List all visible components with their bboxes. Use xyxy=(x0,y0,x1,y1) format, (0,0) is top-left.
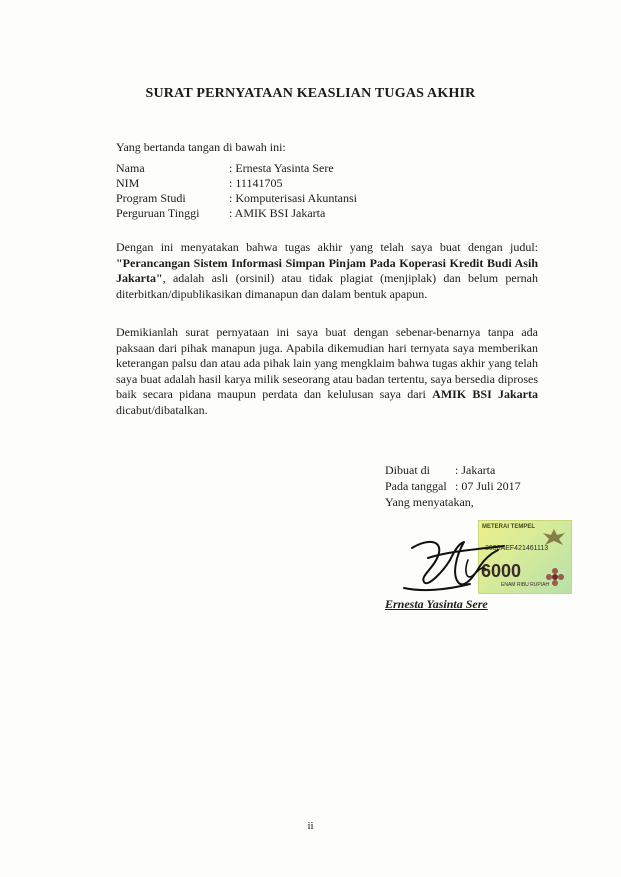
institution-name: AMIK BSI Jakarta xyxy=(432,387,538,401)
identity-row-name xyxy=(116,161,357,176)
place-row xyxy=(385,462,521,478)
stamp-subtext: ENAM RIBU RUPIAH xyxy=(501,582,550,588)
signer-name: Ernesta Yasinta Sere xyxy=(385,597,488,611)
closing-text-end: dicabut/dibatalkan. xyxy=(116,402,208,417)
date-row xyxy=(385,478,521,494)
declarant-label: Yang menyatakan, xyxy=(385,495,474,509)
closing-paragraph xyxy=(116,325,538,418)
statement-lead: Dengan ini menyatakan bahwa tugas akhir yang telah saya buat dengan judul: xyxy=(116,240,538,254)
date-value: : 07 Juli 2017 xyxy=(455,479,521,493)
identity-value: : Ernesta Yasinta Sere xyxy=(229,161,334,175)
statement-paragraph xyxy=(116,240,538,302)
place-label: Dibuat di xyxy=(385,463,430,477)
thesis-title: "Perancangan Sistem Informasi Simpan Pinjam Pada Koperasi Kredit Budi Asih Jakarta" xyxy=(116,255,538,285)
identity-row-nim xyxy=(116,176,357,191)
identity-row-program xyxy=(116,191,357,206)
stamp-code: 3000AEF421461113 xyxy=(485,545,549,552)
place-value: : Jakarta xyxy=(455,463,496,477)
identity-block xyxy=(116,161,357,221)
statement-rest: , adalah asli (orsinil) atau tidak plagiat (menjiplak) dan belum pernah diterbitkan/dipublikasikan dimanapun dan dalam bentuk apapun. xyxy=(116,271,538,301)
identity-label: NIM xyxy=(116,176,140,190)
handwritten-signature xyxy=(398,530,510,598)
intro-text: Yang bertanda tangan di bawah ini: xyxy=(116,140,286,154)
place-date-block xyxy=(385,462,521,510)
identity-row-institution xyxy=(116,206,357,221)
flower-emblem-icon xyxy=(545,567,565,587)
date-label: Pada tanggal xyxy=(385,479,447,493)
identity-label: Nama xyxy=(116,161,145,175)
identity-value: : 11141705 xyxy=(229,176,283,190)
identity-value: : AMIK BSI Jakarta xyxy=(229,206,326,220)
identity-label: Program Studi xyxy=(116,191,186,205)
document-title: SURAT PERNYATAAN KEASLIAN TUGAS AKHIR xyxy=(145,86,476,101)
garuda-emblem-icon xyxy=(541,527,567,547)
page-number: ii xyxy=(307,820,314,832)
closing-text: Demikianlah surat pernyataan ini saya buat dengan sebenar-benarnya tanpa ada paksaan dari pihak manapun juga. Apabila dikemudian hari ternyata saya memberikan keterangan palsu dan atau ada pihak lain yang mengklaim bahwa tugas akhir yang telah saya buat adalah hasil karya milik seseorang atau badan tertentu, saya bersedia diproses baik secara pidana maupun perdata dan kelulusan saya dari xyxy=(116,325,538,401)
identity-label: Perguruan Tinggi xyxy=(116,206,200,220)
stamp-header: METERAI TEMPEL xyxy=(482,524,536,530)
identity-value: : Komputerisasi Akuntansi xyxy=(229,191,357,205)
stamp-value: 6000 xyxy=(481,561,522,581)
